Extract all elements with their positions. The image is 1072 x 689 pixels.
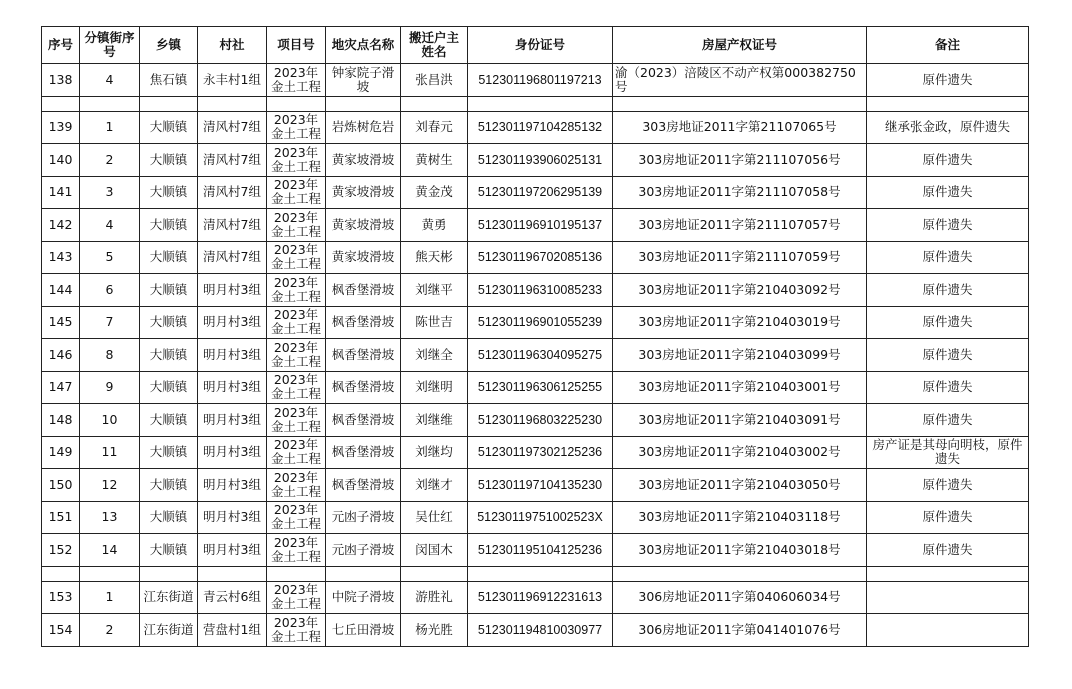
town-cell: 大顺镇 xyxy=(140,404,198,437)
remark-cell: 原件遗失 xyxy=(867,306,1029,339)
seq-cell: 146 xyxy=(42,339,80,372)
site-cell: 枫香堡滑坡 xyxy=(326,404,401,437)
table-body xyxy=(42,64,1029,647)
remark-cell: 原件遗失 xyxy=(867,176,1029,209)
table-row xyxy=(42,306,1029,339)
site-cell: 元凼子滑坡 xyxy=(326,501,401,534)
owner-cell: 黄勇 xyxy=(401,209,468,242)
spacer-cell xyxy=(401,96,468,111)
header-row xyxy=(42,27,1029,64)
site-cell: 岩炼树危岩 xyxy=(326,111,401,144)
header-property: 房屋产权证号 xyxy=(613,27,867,64)
property-cell: 303房地证2011字第210403002号 xyxy=(613,436,867,469)
project-cell: 2023年金土工程 xyxy=(267,274,326,307)
town-cell: 大顺镇 xyxy=(140,339,198,372)
sub-seq-cell: 11 xyxy=(80,436,140,469)
village-cell: 明月村3组 xyxy=(198,371,267,404)
sub-seq-cell: 6 xyxy=(80,274,140,307)
spacer-cell xyxy=(401,566,468,581)
spacer-cell xyxy=(267,566,326,581)
header-sub-seq: 分镇街序号 xyxy=(80,27,140,64)
header-project: 项目号 xyxy=(267,27,326,64)
header-town: 乡镇 xyxy=(140,27,198,64)
remark-cell: 原件遗失 xyxy=(867,241,1029,274)
property-cell: 303房地证2011字第211107059号 xyxy=(613,241,867,274)
village-cell: 营盘村1组 xyxy=(198,614,267,647)
seq-cell: 139 xyxy=(42,111,80,144)
town-cell: 江东街道 xyxy=(140,614,198,647)
site-cell: 元凼子滑坡 xyxy=(326,534,401,567)
village-cell: 明月村3组 xyxy=(198,404,267,437)
seq-cell: 141 xyxy=(42,176,80,209)
remark-cell xyxy=(867,581,1029,614)
table-row xyxy=(42,274,1029,307)
sub-seq-cell: 12 xyxy=(80,469,140,502)
spacer-row xyxy=(42,566,1029,581)
spacer-cell xyxy=(198,566,267,581)
village-cell: 明月村3组 xyxy=(198,274,267,307)
town-cell: 大顺镇 xyxy=(140,144,198,177)
town-cell: 大顺镇 xyxy=(140,111,198,144)
id-cell: 512301197104135230 xyxy=(468,469,613,502)
owner-cell: 刘继全 xyxy=(401,339,468,372)
town-cell: 大顺镇 xyxy=(140,176,198,209)
project-cell: 2023年金土工程 xyxy=(267,404,326,437)
seq-cell: 151 xyxy=(42,501,80,534)
owner-cell: 张昌洪 xyxy=(401,64,468,97)
property-cell: 303房地证2011字第210403018号 xyxy=(613,534,867,567)
village-cell: 明月村3组 xyxy=(198,469,267,502)
table-row xyxy=(42,436,1029,469)
sub-seq-cell: 4 xyxy=(80,64,140,97)
property-cell: 303房地证2011字第211107057号 xyxy=(613,209,867,242)
table-row xyxy=(42,581,1029,614)
table-row xyxy=(42,176,1029,209)
village-cell: 清风村7组 xyxy=(198,241,267,274)
site-cell: 枫香堡滑坡 xyxy=(326,469,401,502)
property-cell: 303房地证2011字第211107058号 xyxy=(613,176,867,209)
spacer-cell xyxy=(42,96,80,111)
town-cell: 大顺镇 xyxy=(140,306,198,339)
header-owner: 搬迁户主姓名 xyxy=(401,27,468,64)
header-id: 身份证号 xyxy=(468,27,613,64)
sub-seq-cell: 13 xyxy=(80,501,140,534)
project-cell: 2023年金土工程 xyxy=(267,111,326,144)
id-cell: 512301196702085136 xyxy=(468,241,613,274)
property-cell: 303房地证2011字第210403050号 xyxy=(613,469,867,502)
sub-seq-cell: 14 xyxy=(80,534,140,567)
id-cell: 512301193906025131 xyxy=(468,144,613,177)
site-cell: 黄家坡滑坡 xyxy=(326,241,401,274)
table-row xyxy=(42,64,1029,97)
seq-cell: 142 xyxy=(42,209,80,242)
sub-seq-cell: 2 xyxy=(80,144,140,177)
town-cell: 大顺镇 xyxy=(140,241,198,274)
village-cell: 清风村7组 xyxy=(198,209,267,242)
sub-seq-cell: 3 xyxy=(80,176,140,209)
property-cell: 渝（2023）涪陵区不动产权第000382750号 xyxy=(613,64,867,97)
owner-cell: 吴仕红 xyxy=(401,501,468,534)
id-cell: 512301196304095275 xyxy=(468,339,613,372)
remark-cell: 原件遗失 xyxy=(867,274,1029,307)
owner-cell: 刘继明 xyxy=(401,371,468,404)
owner-cell: 黄金茂 xyxy=(401,176,468,209)
sub-seq-cell: 4 xyxy=(80,209,140,242)
property-cell: 303房地证2011字第210403099号 xyxy=(613,339,867,372)
table-row xyxy=(42,501,1029,534)
table-row xyxy=(42,111,1029,144)
project-cell: 2023年金土工程 xyxy=(267,241,326,274)
village-cell: 永丰村1组 xyxy=(198,64,267,97)
seq-cell: 147 xyxy=(42,371,80,404)
spacer-cell xyxy=(468,96,613,111)
town-cell: 大顺镇 xyxy=(140,501,198,534)
spacer-cell xyxy=(326,96,401,111)
id-cell: 512301196306125255 xyxy=(468,371,613,404)
remark-cell: 原件遗失 xyxy=(867,209,1029,242)
owner-cell: 杨光胜 xyxy=(401,614,468,647)
sub-seq-cell: 9 xyxy=(80,371,140,404)
seq-cell: 149 xyxy=(42,436,80,469)
site-cell: 枫香堡滑坡 xyxy=(326,339,401,372)
header-village: 村社 xyxy=(198,27,267,64)
remark-cell: 原件遗失 xyxy=(867,371,1029,404)
remark-cell: 原件遗失 xyxy=(867,64,1029,97)
header-seq: 序号 xyxy=(42,27,80,64)
property-cell: 303房地证2011字第210403118号 xyxy=(613,501,867,534)
spacer-cell xyxy=(613,566,867,581)
village-cell: 明月村3组 xyxy=(198,501,267,534)
property-cell: 303房地证2011字第210403091号 xyxy=(613,404,867,437)
id-cell: 512301197206295139 xyxy=(468,176,613,209)
owner-cell: 刘春元 xyxy=(401,111,468,144)
project-cell: 2023年金土工程 xyxy=(267,534,326,567)
id-cell: 512301195104125236 xyxy=(468,534,613,567)
seq-cell: 152 xyxy=(42,534,80,567)
id-cell: 512301196912231613 xyxy=(468,581,613,614)
town-cell: 大顺镇 xyxy=(140,209,198,242)
seq-cell: 140 xyxy=(42,144,80,177)
owner-cell: 闵国木 xyxy=(401,534,468,567)
remark-cell: 继承张金政，原件遗失 xyxy=(867,111,1029,144)
site-cell: 黄家坡滑坡 xyxy=(326,176,401,209)
seq-cell: 138 xyxy=(42,64,80,97)
project-cell: 2023年金土工程 xyxy=(267,339,326,372)
table-row xyxy=(42,534,1029,567)
table-row xyxy=(42,371,1029,404)
site-cell: 枫香堡滑坡 xyxy=(326,371,401,404)
project-cell: 2023年金土工程 xyxy=(267,469,326,502)
spacer-cell xyxy=(80,96,140,111)
site-cell: 黄家坡滑坡 xyxy=(326,144,401,177)
id-cell: 512301196310085233 xyxy=(468,274,613,307)
owner-cell: 刘继维 xyxy=(401,404,468,437)
spacer-cell xyxy=(326,566,401,581)
project-cell: 2023年金土工程 xyxy=(267,306,326,339)
spacer-cell xyxy=(42,566,80,581)
town-cell: 江东街道 xyxy=(140,581,198,614)
table-row xyxy=(42,144,1029,177)
project-cell: 2023年金土工程 xyxy=(267,209,326,242)
town-cell: 大顺镇 xyxy=(140,469,198,502)
seq-cell: 154 xyxy=(42,614,80,647)
sub-seq-cell: 7 xyxy=(80,306,140,339)
spacer-cell xyxy=(468,566,613,581)
village-cell: 清风村7组 xyxy=(198,144,267,177)
id-cell: 512301196901055239 xyxy=(468,306,613,339)
village-cell: 清风村7组 xyxy=(198,111,267,144)
remark-cell: 原件遗失 xyxy=(867,404,1029,437)
site-cell: 枫香堡滑坡 xyxy=(326,436,401,469)
spacer-cell xyxy=(867,96,1029,111)
owner-cell: 陈世吉 xyxy=(401,306,468,339)
owner-cell: 刘继才 xyxy=(401,469,468,502)
project-cell: 2023年金土工程 xyxy=(267,436,326,469)
village-cell: 清风村7组 xyxy=(198,176,267,209)
sub-seq-cell: 10 xyxy=(80,404,140,437)
relocation-table xyxy=(41,26,1029,647)
table-row xyxy=(42,209,1029,242)
village-cell: 青云村6组 xyxy=(198,581,267,614)
project-cell: 2023年金土工程 xyxy=(267,614,326,647)
site-cell: 中院子滑坡 xyxy=(326,581,401,614)
sub-seq-cell: 5 xyxy=(80,241,140,274)
seq-cell: 143 xyxy=(42,241,80,274)
project-cell: 2023年金土工程 xyxy=(267,581,326,614)
village-cell: 明月村3组 xyxy=(198,534,267,567)
seq-cell: 144 xyxy=(42,274,80,307)
town-cell: 大顺镇 xyxy=(140,371,198,404)
owner-cell: 游胜礼 xyxy=(401,581,468,614)
spacer-row xyxy=(42,96,1029,111)
spacer-cell xyxy=(867,566,1029,581)
table-row xyxy=(42,404,1029,437)
sub-seq-cell: 1 xyxy=(80,111,140,144)
remark-cell: 原件遗失 xyxy=(867,339,1029,372)
property-cell: 303房地证2011字第210403092号 xyxy=(613,274,867,307)
spacer-cell xyxy=(613,96,867,111)
spacer-cell xyxy=(198,96,267,111)
project-cell: 2023年金土工程 xyxy=(267,371,326,404)
remark-cell: 房产证是其母向明枝，原件遗失 xyxy=(867,436,1029,469)
site-cell: 枫香堡滑坡 xyxy=(326,306,401,339)
seq-cell: 148 xyxy=(42,404,80,437)
sub-seq-cell: 8 xyxy=(80,339,140,372)
remark-cell: 原件遗失 xyxy=(867,469,1029,502)
remark-cell: 原件遗失 xyxy=(867,144,1029,177)
property-cell: 303房地证2011字第211107056号 xyxy=(613,144,867,177)
table-row xyxy=(42,614,1029,647)
remark-cell xyxy=(867,614,1029,647)
spacer-cell xyxy=(267,96,326,111)
property-cell: 303房地证2011字第210403019号 xyxy=(613,306,867,339)
owner-cell: 黄树生 xyxy=(401,144,468,177)
owner-cell: 刘继平 xyxy=(401,274,468,307)
town-cell: 焦石镇 xyxy=(140,64,198,97)
property-cell: 303房地证2011字第210403001号 xyxy=(613,371,867,404)
project-cell: 2023年金土工程 xyxy=(267,501,326,534)
project-cell: 2023年金土工程 xyxy=(267,64,326,97)
seq-cell: 153 xyxy=(42,581,80,614)
id-cell: 512301196801197213 xyxy=(468,64,613,97)
property-cell: 303房地证2011字第21107065号 xyxy=(613,111,867,144)
village-cell: 明月村3组 xyxy=(198,306,267,339)
property-cell: 306房地证2011字第041401076号 xyxy=(613,614,867,647)
remark-cell: 原件遗失 xyxy=(867,501,1029,534)
seq-cell: 150 xyxy=(42,469,80,502)
town-cell: 大顺镇 xyxy=(140,436,198,469)
table-row xyxy=(42,339,1029,372)
sub-seq-cell: 1 xyxy=(80,581,140,614)
spacer-cell xyxy=(80,566,140,581)
spacer-cell xyxy=(140,566,198,581)
id-cell: 512301196803225230 xyxy=(468,404,613,437)
id-cell: 512301197104285132 xyxy=(468,111,613,144)
id-cell: 512301197302125236 xyxy=(468,436,613,469)
site-cell: 枫香堡滑坡 xyxy=(326,274,401,307)
site-cell: 钟家院子滑坡 xyxy=(326,64,401,97)
remark-cell: 原件遗失 xyxy=(867,534,1029,567)
site-cell: 七丘田滑坡 xyxy=(326,614,401,647)
owner-cell: 刘继均 xyxy=(401,436,468,469)
id-cell: 51230119751002523X xyxy=(468,501,613,534)
project-cell: 2023年金土工程 xyxy=(267,176,326,209)
header-site: 地灾点名称 xyxy=(326,27,401,64)
id-cell: 512301194810030977 xyxy=(468,614,613,647)
table-row xyxy=(42,241,1029,274)
property-cell: 306房地证2011字第040606034号 xyxy=(613,581,867,614)
village-cell: 明月村3组 xyxy=(198,339,267,372)
spacer-cell xyxy=(140,96,198,111)
project-cell: 2023年金土工程 xyxy=(267,144,326,177)
sub-seq-cell: 2 xyxy=(80,614,140,647)
village-cell: 明月村3组 xyxy=(198,436,267,469)
town-cell: 大顺镇 xyxy=(140,274,198,307)
seq-cell: 145 xyxy=(42,306,80,339)
site-cell: 黄家坡滑坡 xyxy=(326,209,401,242)
owner-cell: 熊天彬 xyxy=(401,241,468,274)
town-cell: 大顺镇 xyxy=(140,534,198,567)
id-cell: 512301196910195137 xyxy=(468,209,613,242)
table-row xyxy=(42,469,1029,502)
header-remark: 备注 xyxy=(867,27,1029,64)
